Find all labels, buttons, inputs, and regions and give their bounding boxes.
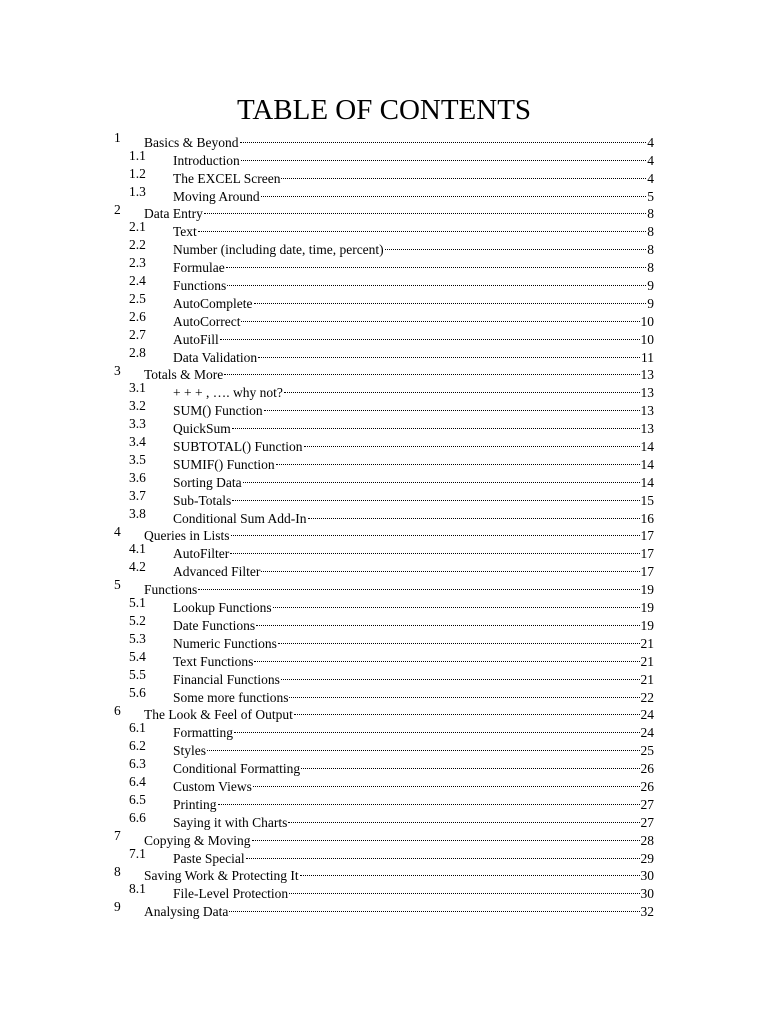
toc-entry-title: Totals & More	[144, 367, 224, 383]
dot-leader	[198, 218, 646, 236]
toc-entry-page-number: 14	[640, 474, 654, 490]
dot-leader	[198, 576, 639, 594]
toc-entry-title: AutoComplete	[173, 295, 253, 311]
toc-entry-number: 5.4	[129, 648, 146, 664]
dot-leader	[227, 272, 646, 290]
toc-entry-page-number: 8	[647, 224, 654, 240]
toc-entry-page-number: 30	[640, 886, 654, 902]
toc-section-entry[interactable]	[0, 165, 768, 186]
toc-entry-page-number: 8	[647, 206, 654, 222]
toc-entry-title: Data Validation	[173, 349, 258, 365]
toc-section-entry[interactable]	[0, 648, 768, 669]
toc-entry-page-number: 8	[647, 242, 654, 258]
dot-leader	[246, 845, 640, 863]
toc-section-entry[interactable]	[0, 737, 768, 759]
toc-entry-number: 2.8	[129, 344, 146, 360]
dot-leader	[226, 254, 647, 272]
toc-entry-title: Financial Functions	[173, 671, 280, 687]
dot-leader	[300, 863, 640, 881]
toc-entry-number: 6.3	[129, 756, 146, 772]
toc-entry-title: SUMIF() Function	[173, 456, 275, 472]
dot-leader	[258, 344, 640, 362]
toc-entry-title: Styles	[173, 743, 207, 759]
toc-entry-title: Introduction	[173, 152, 240, 168]
toc-entry-number: 8.1	[129, 881, 146, 897]
toc-entry-title: AutoCorrect	[173, 313, 241, 329]
toc-entry-number: 5.2	[129, 613, 146, 629]
toc-entry-number: 9	[114, 899, 121, 915]
toc-entry-title: The EXCEL Screen	[173, 170, 281, 186]
dot-leader	[261, 558, 639, 576]
toc-entry-page-number: 27	[640, 814, 654, 830]
toc-entry-page-number: 13	[640, 421, 654, 437]
toc-section-entry[interactable]	[0, 397, 768, 419]
toc-entry-title: Text Functions	[173, 653, 254, 669]
dot-leader	[231, 523, 640, 541]
table-of-contents	[0, 129, 768, 920]
toc-entry-title: Basics & Beyond	[144, 134, 239, 150]
toc-entry-title: Some more functions	[173, 689, 289, 705]
toc-entry-title: Saving Work & Protecting It	[144, 868, 299, 884]
toc-entry-number: 3.1	[129, 380, 146, 396]
toc-entry-page-number: 4	[647, 170, 654, 186]
page-title: TABLE OF CONTENTS	[236, 94, 532, 126]
dot-leader	[301, 755, 639, 773]
toc-entry-number: 5.3	[129, 630, 146, 646]
toc-section-entry[interactable]	[0, 415, 768, 437]
toc-section-entry[interactable]	[0, 558, 768, 580]
toc-entry-page-number: 30	[640, 868, 654, 884]
toc-entry-number: 1.1	[129, 147, 146, 163]
toc-entry-page-number: 25	[640, 743, 654, 759]
toc-entry-number: 3.4	[129, 434, 146, 450]
toc-entry-number: 3.2	[129, 398, 146, 414]
toc-section-entry[interactable]	[0, 594, 768, 616]
dot-leader	[232, 487, 639, 505]
toc-section-entry[interactable]	[0, 379, 768, 401]
toc-entry-page-number: 10	[640, 331, 654, 347]
toc-chapter-entry[interactable]	[0, 702, 768, 723]
dot-leader	[218, 791, 640, 809]
toc-entry-number: 2.5	[129, 291, 146, 307]
dot-leader	[264, 397, 640, 415]
toc-entry-page-number: 10	[640, 313, 654, 329]
dot-leader	[230, 540, 639, 558]
toc-entry-title: Paste Special	[173, 850, 245, 866]
toc-entry-page-number: 24	[640, 707, 654, 723]
dot-leader	[289, 880, 639, 898]
toc-chapter-entry[interactable]	[0, 898, 768, 920]
toc-entry-page-number: 17	[640, 546, 654, 562]
toc-entry-title: SUM() Function	[173, 403, 263, 419]
toc-chapter-entry[interactable]	[0, 863, 768, 884]
toc-section-entry[interactable]	[0, 505, 768, 526]
toc-section-entry[interactable]	[0, 612, 768, 633]
toc-section-entry[interactable]	[0, 218, 768, 240]
toc-section-entry[interactable]	[0, 272, 768, 294]
toc-entry-page-number: 9	[647, 278, 654, 294]
toc-entry-title: Formulae	[173, 260, 225, 276]
toc-entry-page-number: 5	[647, 188, 654, 204]
toc-entry-number: 2.7	[129, 326, 146, 342]
toc-chapter-entry[interactable]	[0, 362, 768, 383]
toc-entry-number: 5.1	[129, 595, 146, 611]
toc-entry-title: Moving Around	[173, 188, 260, 204]
toc-entry-title: Analysing Data	[144, 904, 229, 920]
toc-section-entry[interactable]	[0, 433, 768, 455]
toc-entry-title: Conditional Sum Add-In	[173, 510, 307, 526]
toc-section-entry[interactable]	[0, 719, 768, 741]
toc-section-entry[interactable]	[0, 147, 768, 168]
toc-entry-number: 6.5	[129, 791, 146, 807]
toc-entry-title: Text	[173, 224, 197, 240]
dot-leader	[224, 362, 639, 380]
toc-entry-title: QuickSum	[173, 421, 231, 437]
toc-entry-number: 5.5	[129, 666, 146, 682]
toc-entry-number: 2.2	[129, 237, 146, 253]
toc-entry-title: Numeric Functions	[173, 635, 277, 651]
toc-entry-title: Data Entry	[144, 206, 203, 222]
toc-entry-page-number: 28	[640, 832, 654, 848]
toc-entry-page-number: 21	[640, 671, 654, 687]
toc-entry-number: 6.4	[129, 774, 146, 790]
dot-leader	[204, 201, 646, 219]
dot-leader	[281, 165, 646, 183]
toc-entry-title: Queries in Lists	[144, 528, 230, 544]
toc-entry-number: 7	[114, 827, 121, 843]
toc-entry-title: Functions	[144, 582, 198, 598]
toc-entry-page-number: 4	[647, 134, 654, 150]
toc-section-entry[interactable]	[0, 630, 768, 651]
toc-entry-number: 2.4	[129, 273, 146, 289]
toc-entry-title: Lookup Functions	[173, 600, 272, 616]
toc-entry-number: 3.7	[129, 487, 146, 503]
toc-entry-title: File-Level Protection	[173, 886, 289, 902]
toc-entry-title: Functions	[173, 278, 227, 294]
dot-leader	[308, 505, 640, 523]
toc-entry-title: Saying it with Charts	[173, 814, 288, 830]
dot-leader	[288, 809, 639, 827]
toc-entry-page-number: 16	[640, 510, 654, 526]
toc-section-entry[interactable]	[0, 666, 768, 687]
toc-chapter-entry[interactable]	[0, 201, 768, 222]
toc-entry-title: SUBTOTAL() Function	[173, 439, 303, 455]
toc-section-entry[interactable]	[0, 845, 768, 866]
toc-section-entry[interactable]	[0, 773, 768, 794]
toc-entry-page-number: 13	[640, 403, 654, 419]
toc-entry-number: 3	[114, 362, 121, 378]
toc-entry-page-number: 4	[647, 152, 654, 168]
toc-entry-page-number: 8	[647, 260, 654, 276]
toc-entry-number: 2.1	[129, 219, 146, 235]
dot-leader	[289, 684, 639, 702]
toc-entry-page-number: 32	[640, 904, 654, 920]
toc-entry-title: AutoFilter	[173, 546, 230, 562]
toc-section-entry[interactable]	[0, 344, 768, 365]
dot-leader	[232, 415, 640, 433]
toc-chapter-entry[interactable]	[0, 827, 768, 848]
toc-entry-number: 4.1	[129, 541, 146, 557]
dot-leader	[241, 147, 647, 165]
dot-leader	[253, 773, 640, 791]
toc-chapter-entry[interactable]	[0, 129, 768, 150]
toc-entry-number: 7.1	[129, 845, 146, 861]
dot-leader	[284, 379, 640, 397]
toc-entry-page-number: 27	[640, 796, 654, 812]
toc-entry-number: 3.6	[129, 469, 146, 485]
toc-entry-number: 6.6	[129, 809, 146, 825]
toc-section-entry[interactable]	[0, 540, 768, 562]
dot-leader	[273, 594, 640, 612]
toc-entry-title: Conditional Formatting	[173, 761, 301, 777]
toc-entry-number: 3.3	[129, 416, 146, 432]
toc-entry-row	[144, 898, 654, 921]
toc-section-entry[interactable]	[0, 469, 768, 490]
toc-section-entry[interactable]	[0, 290, 768, 311]
toc-section-entry[interactable]	[0, 809, 768, 830]
dot-leader	[254, 648, 639, 666]
toc-entry-page-number: 14	[640, 439, 654, 455]
dot-leader	[294, 702, 640, 720]
dot-leader	[252, 827, 640, 845]
toc-section-entry[interactable]	[0, 308, 768, 329]
toc-entry-number: 5	[114, 577, 121, 593]
dot-leader	[278, 630, 640, 648]
dot-leader	[281, 666, 640, 684]
toc-entry-page-number: 26	[640, 778, 654, 794]
toc-entry-title: AutoFill	[173, 331, 219, 347]
toc-entry-number: 6.1	[129, 720, 146, 736]
toc-entry-page-number: 22	[640, 689, 654, 705]
dot-leader	[234, 719, 640, 737]
toc-entry-number: 3.8	[129, 505, 146, 521]
toc-chapter-entry[interactable]	[0, 523, 768, 544]
toc-section-entry[interactable]	[0, 487, 768, 508]
toc-entry-page-number: 29	[640, 850, 654, 866]
toc-entry-page-number: 21	[640, 653, 654, 669]
toc-entry-title: Printing	[173, 796, 217, 812]
dot-leader	[243, 469, 640, 487]
toc-section-entry[interactable]	[0, 755, 768, 777]
dot-leader	[385, 236, 647, 254]
dot-leader	[241, 308, 639, 326]
toc-section-entry[interactable]	[0, 451, 768, 472]
toc-entry-number: 2.6	[129, 308, 146, 324]
toc-entry-title: Date Functions	[173, 617, 256, 633]
toc-entry-title: The Look & Feel of Output	[144, 707, 293, 723]
toc-entry-title: Advanced Filter	[173, 564, 261, 580]
dot-leader	[207, 737, 639, 755]
dot-leader	[229, 898, 639, 916]
toc-entry-number: 4.2	[129, 559, 146, 575]
toc-entry-title: Custom Views	[173, 778, 252, 794]
toc-entry-number: 6.2	[129, 738, 146, 754]
toc-section-entry[interactable]	[0, 684, 768, 705]
toc-entry-page-number: 15	[640, 492, 654, 508]
toc-entry-page-number: 19	[640, 600, 654, 616]
toc-entry-number: 3.5	[129, 452, 146, 468]
toc-chapter-entry[interactable]	[0, 576, 768, 598]
toc-entry-title: Number (including date, time, percent)	[173, 242, 384, 258]
toc-entry-page-number: 21	[640, 635, 654, 651]
toc-entry-page-number: 13	[640, 367, 654, 383]
toc-entry-number: 1.2	[129, 165, 146, 181]
toc-entry-number: 1.3	[129, 183, 146, 199]
toc-entry-number: 5.6	[129, 684, 146, 700]
toc-entry-number: 4	[114, 523, 121, 539]
toc-entry-title: Copying & Moving	[144, 832, 251, 848]
dot-leader	[220, 326, 640, 344]
dot-leader	[261, 183, 647, 201]
toc-entry-number: 6	[114, 702, 121, 718]
toc-section-entry[interactable]	[0, 254, 768, 276]
toc-entry-page-number: 17	[640, 528, 654, 544]
toc-entry-number: 8	[114, 863, 121, 879]
toc-entry-title: Sub-Totals	[173, 492, 232, 508]
toc-entry-page-number: 19	[640, 582, 654, 598]
toc-entry-page-number: 11	[641, 349, 654, 365]
toc-entry-title: Sorting Data	[173, 474, 242, 490]
toc-entry-number: 2.3	[129, 255, 146, 271]
toc-entry-page-number: 19	[640, 617, 654, 633]
dot-leader	[240, 129, 647, 147]
toc-section-entry[interactable]	[0, 236, 768, 258]
dot-leader	[304, 433, 640, 451]
toc-entry-page-number: 13	[640, 385, 654, 401]
toc-entry-page-number: 9	[647, 295, 654, 311]
dot-leader	[254, 290, 647, 308]
toc-entry-page-number: 14	[640, 456, 654, 472]
toc-section-entry[interactable]	[0, 183, 768, 204]
toc-entry-page-number: 26	[640, 761, 654, 777]
toc-section-entry[interactable]	[0, 791, 768, 812]
toc-entry-title: Formatting	[173, 725, 233, 741]
dot-leader	[276, 451, 640, 469]
toc-entry-title: + + + , …. why not?	[173, 385, 283, 401]
toc-section-entry[interactable]	[0, 880, 768, 902]
dot-leader	[256, 612, 639, 630]
toc-entry-number: 2	[114, 201, 121, 217]
toc-entry-page-number: 17	[640, 564, 654, 580]
toc-entry-page-number: 24	[640, 725, 654, 741]
toc-section-entry[interactable]	[0, 326, 768, 347]
toc-entry-number: 1	[114, 130, 121, 145]
